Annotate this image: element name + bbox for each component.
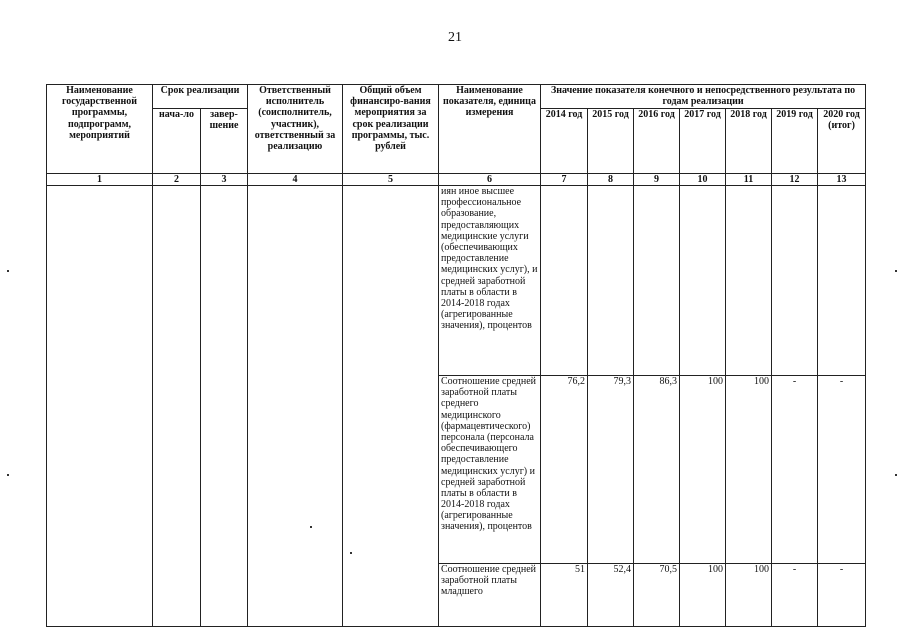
header-year-2020: 2020 год (итог): [818, 109, 866, 174]
header-program-name: Наименование государственной программы, подпрограмм, мероприятий: [47, 85, 153, 174]
header-indicator-values: Значение показателя конечного и непосредственного результата по годам реализации: [541, 85, 866, 109]
header-year-2017: 2017 год: [680, 109, 726, 174]
scan-speck: [7, 474, 9, 476]
value-2016: 70,5: [634, 564, 680, 627]
header-period: Срок реализации: [153, 85, 248, 109]
indicator-name: иян иное высшее профессиональное образование, предоставляющих медицинские услуги (обеспечивающих предоставление медицинских услуг), и средней заработной платы в области в 2014-2018 годах (агрегированные значения), процентов: [439, 186, 541, 376]
program-name-cell: [47, 186, 153, 627]
value-2019: -: [772, 376, 818, 564]
column-number: 3: [201, 174, 248, 186]
value-2017: 100: [680, 376, 726, 564]
indicators-table: [46, 84, 866, 627]
value-2015: 52,4: [588, 564, 634, 627]
column-numbers-row: [47, 174, 866, 186]
column-number: 2: [153, 174, 201, 186]
start-cell: [153, 186, 201, 627]
responsible-cell: [248, 186, 343, 627]
column-number: 7: [541, 174, 588, 186]
header-year-2016: 2016 год: [634, 109, 680, 174]
scan-speck: [310, 526, 312, 528]
value-2017: 100: [680, 564, 726, 627]
header-responsible: Ответственный исполнитель (соисполнитель, участник), ответственный за реализацию: [248, 85, 343, 174]
value-2015: [588, 186, 634, 376]
scan-speck: [895, 474, 897, 476]
column-number: 5: [343, 174, 439, 186]
value-2015: 79,3: [588, 376, 634, 564]
column-number: 9: [634, 174, 680, 186]
header-start: нача-ло: [153, 109, 201, 174]
value-2014: 76,2: [541, 376, 588, 564]
value-2018: 100: [726, 564, 772, 627]
column-number: 11: [726, 174, 772, 186]
financing-cell: [343, 186, 439, 627]
indicator-name: Соотношение средней заработной платы младшего: [439, 564, 541, 627]
value-2016: [634, 186, 680, 376]
value-2020: -: [818, 376, 866, 564]
header-end: завер-шение: [201, 109, 248, 174]
table-row: [47, 186, 866, 376]
end-cell: [201, 186, 248, 627]
header-indicator-name: Наименование показателя, единица измерения: [439, 85, 541, 174]
header-year-2014: 2014 год: [541, 109, 588, 174]
header-year-2018: 2018 год: [726, 109, 772, 174]
scan-speck: [350, 552, 352, 554]
value-2018: [726, 186, 772, 376]
page-number: 21: [448, 30, 462, 45]
column-number: 6: [439, 174, 541, 186]
value-2017: [680, 186, 726, 376]
value-2014: 51: [541, 564, 588, 627]
column-number: 4: [248, 174, 343, 186]
value-2016: 86,3: [634, 376, 680, 564]
column-number: 13: [818, 174, 866, 186]
column-number: 1: [47, 174, 153, 186]
value-2019: [772, 186, 818, 376]
value-2014: [541, 186, 588, 376]
column-number: 10: [680, 174, 726, 186]
scan-speck: [895, 270, 897, 272]
value-2020: [818, 186, 866, 376]
header-year-2019: 2019 год: [772, 109, 818, 174]
column-number: 8: [588, 174, 634, 186]
value-2020: -: [818, 564, 866, 627]
value-2019: -: [772, 564, 818, 627]
header-financing-volume: Общий объем финансиро-вания мероприятия за срок реализации программы, тыс. рублей: [343, 85, 439, 174]
value-2018: 100: [726, 376, 772, 564]
indicator-name: Соотношение средней заработной платы среднего медицинского (фармацевтического) персонала (персонала обеспечивающего предоставление медицинских услуг) и средней заработной платы в области в 2014-2018 годах (агрегированные значения), процентов: [439, 376, 541, 564]
column-number: 12: [772, 174, 818, 186]
header-year-2015: 2015 год: [588, 109, 634, 174]
scan-speck: [7, 270, 9, 272]
header-row-1: [47, 85, 866, 109]
